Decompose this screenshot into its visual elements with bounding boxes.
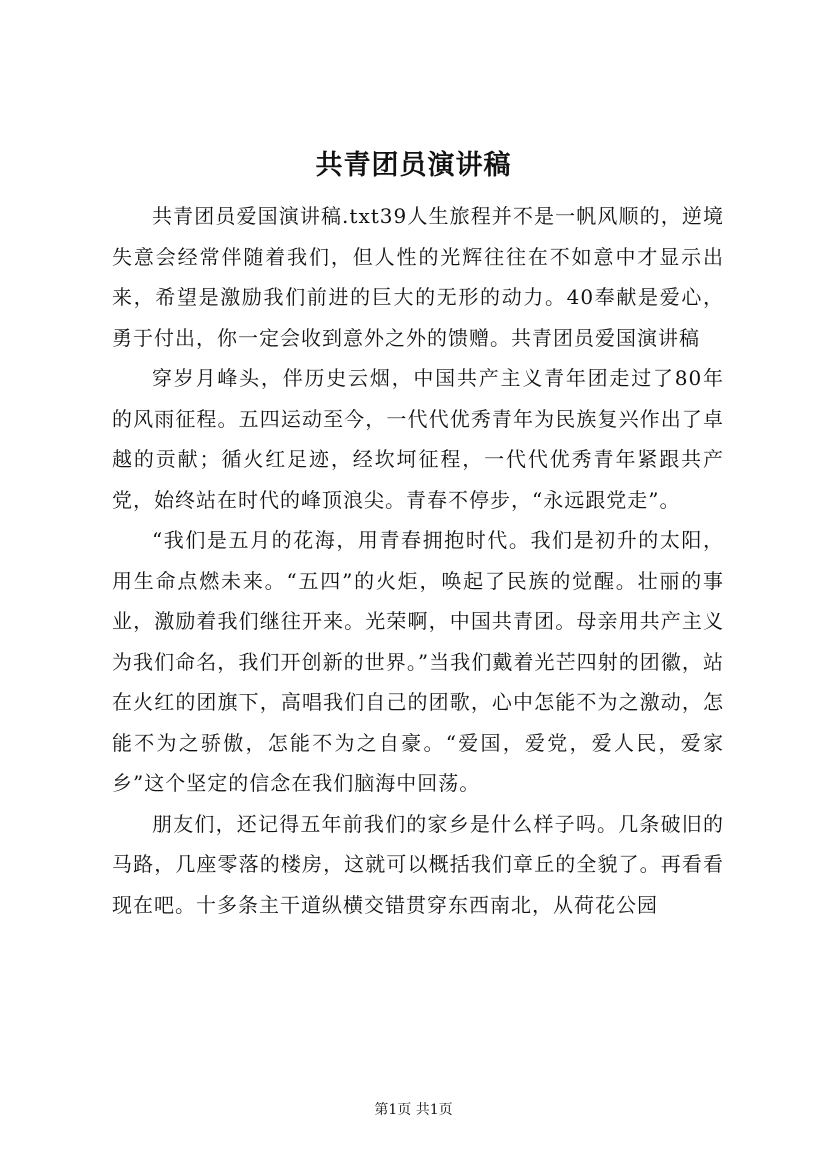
document-title: 共青团员演讲稿: [315, 150, 512, 181]
paragraph: 共青团员爱国演讲稿.txt39人生旅程并不是一帆风顺的，逆境失意会经常伴随着我们，但人性的光辉往往在不如意中才显示出来，希望是激励我们前进的巨大的无形的动力。40奉献是爱心，勇于付出，你一定会收到意外之外的馈赠。共青团员爱国演讲稿: [112, 204, 724, 350]
paragraph: “我们是五月的花海，用青春拥抱时代。我们是初升的太阳，用生命点燃未来。“五四”的火炬，唤起了民族的觉醒。壮丽的事业，激励着我们继往开来。光荣啊，中国共青团。母亲用共产主义为我们命名，我们开创新的世界。”当我们戴着光芒四射的团徽，站在火红的团旗下，高唱我们自己的团歌，心中怎能不为之激动，怎能不为之骄傲，怎能不为之自豪。“爱国，爱党，爱人民，爱家乡”这个坚定的信念在我们脑海中回荡。: [112, 528, 724, 795]
paragraph: 穿岁月峰头，伴历史云烟，中国共产主义青年团走过了80年的风雨征程。五四运动至今，一代代优秀青年为民族复兴作出了卓越的贡献；循火红足迹，经坎坷征程，一代代优秀青年紧跟共产党，始终站在时代的峰顶浪尖。青春不停步，“永远跟党走”。: [112, 366, 724, 512]
page-footer: 第1页 共1页: [374, 1102, 453, 1118]
document-body: [112, 196, 724, 925]
paragraph: 朋友们，还记得五年前我们的家乡是什么样子吗。几条破旧的马路，几座零落的楼房，这就可以概括我们章丘的全貌了。再看看现在吧。十多条主干道纵横交错贯穿东西南北，从荷花公园: [112, 811, 724, 917]
